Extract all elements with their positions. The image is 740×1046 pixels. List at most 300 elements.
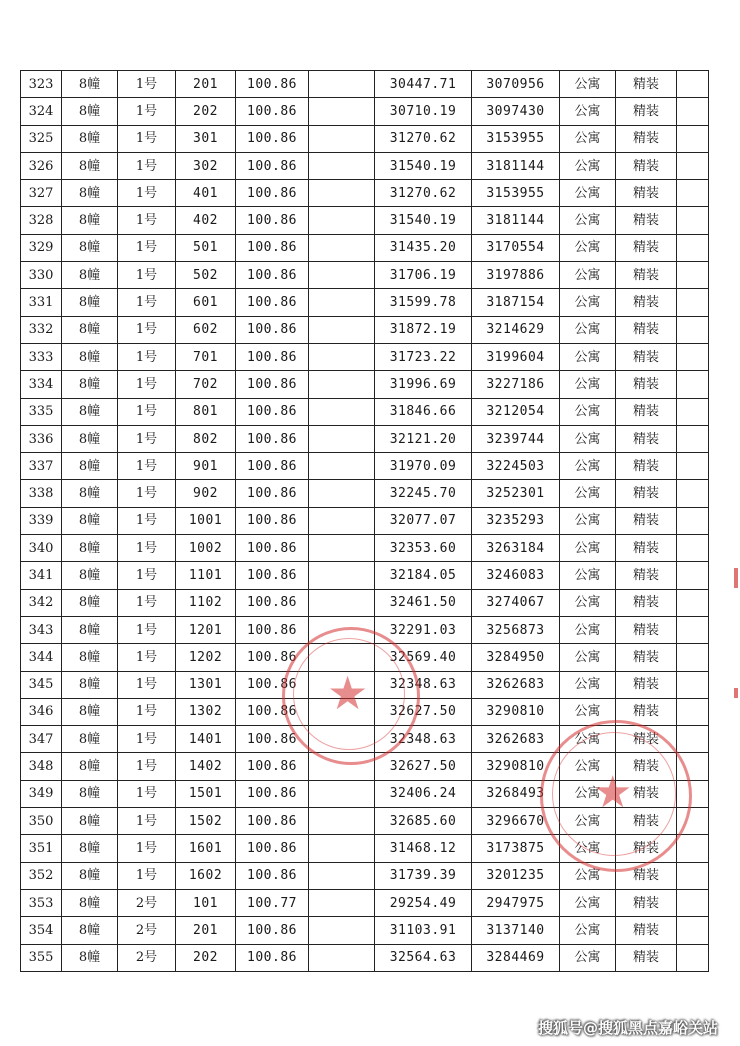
cell-extra bbox=[677, 780, 709, 807]
cell-area: 100.86 bbox=[236, 535, 309, 562]
cell-extra bbox=[677, 889, 709, 916]
cell-note bbox=[309, 835, 375, 862]
table-row bbox=[21, 180, 709, 207]
cell-usage: 公寓 bbox=[560, 234, 616, 261]
table-row bbox=[21, 316, 709, 343]
cell-room: 601 bbox=[176, 289, 236, 316]
cell-note bbox=[309, 180, 375, 207]
cell-building: 8幢 bbox=[62, 152, 118, 179]
cell-total-price: 3268493 bbox=[472, 780, 560, 807]
cell-finish: 精装 bbox=[616, 589, 677, 616]
cell-area: 100.86 bbox=[236, 944, 309, 971]
cell-unit-price: 31846.66 bbox=[375, 398, 472, 425]
cell-note bbox=[309, 808, 375, 835]
cell-room: 201 bbox=[176, 917, 236, 944]
cell-unit: 1号 bbox=[118, 480, 176, 507]
table-row bbox=[21, 262, 709, 289]
cell-unit-price: 31706.19 bbox=[375, 262, 472, 289]
page-edge-mark bbox=[734, 688, 738, 698]
cell-no: 331 bbox=[21, 289, 62, 316]
cell-unit-price: 31739.39 bbox=[375, 862, 472, 889]
cell-no: 346 bbox=[21, 698, 62, 725]
cell-note bbox=[309, 152, 375, 179]
cell-no: 328 bbox=[21, 207, 62, 234]
cell-room: 1602 bbox=[176, 862, 236, 889]
table-row bbox=[21, 152, 709, 179]
cell-extra bbox=[677, 71, 709, 98]
cell-total-price: 3214629 bbox=[472, 316, 560, 343]
cell-room: 1501 bbox=[176, 780, 236, 807]
cell-room: 301 bbox=[176, 125, 236, 152]
cell-room: 1001 bbox=[176, 507, 236, 534]
cell-usage: 公寓 bbox=[560, 152, 616, 179]
cell-finish: 精装 bbox=[616, 98, 677, 125]
cell-finish: 精装 bbox=[616, 316, 677, 343]
cell-usage: 公寓 bbox=[560, 726, 616, 753]
cell-note bbox=[309, 644, 375, 671]
cell-usage: 公寓 bbox=[560, 671, 616, 698]
cell-usage: 公寓 bbox=[560, 944, 616, 971]
cell-unit: 1号 bbox=[118, 398, 176, 425]
cell-area: 100.86 bbox=[236, 453, 309, 480]
cell-no: 335 bbox=[21, 398, 62, 425]
cell-unit-price: 31270.62 bbox=[375, 125, 472, 152]
cell-unit-price: 30447.71 bbox=[375, 71, 472, 98]
cell-usage: 公寓 bbox=[560, 780, 616, 807]
cell-note bbox=[309, 726, 375, 753]
cell-area: 100.86 bbox=[236, 398, 309, 425]
table-row bbox=[21, 644, 709, 671]
cell-total-price: 3263184 bbox=[472, 535, 560, 562]
cell-unit: 1号 bbox=[118, 71, 176, 98]
cell-room: 101 bbox=[176, 889, 236, 916]
table-row bbox=[21, 780, 709, 807]
cell-no: 348 bbox=[21, 753, 62, 780]
cell-no: 326 bbox=[21, 152, 62, 179]
cell-finish: 精装 bbox=[616, 616, 677, 643]
cell-finish: 精装 bbox=[616, 425, 677, 452]
cell-building: 8幢 bbox=[62, 262, 118, 289]
cell-area: 100.86 bbox=[236, 207, 309, 234]
cell-extra bbox=[677, 835, 709, 862]
cell-total-price: 3181144 bbox=[472, 207, 560, 234]
cell-extra bbox=[677, 316, 709, 343]
cell-unit-price: 32353.60 bbox=[375, 535, 472, 562]
cell-usage: 公寓 bbox=[560, 698, 616, 725]
cell-note bbox=[309, 98, 375, 125]
cell-extra bbox=[677, 180, 709, 207]
cell-usage: 公寓 bbox=[560, 262, 616, 289]
cell-unit: 1号 bbox=[118, 753, 176, 780]
cell-building: 8幢 bbox=[62, 726, 118, 753]
cell-unit-price: 32627.50 bbox=[375, 698, 472, 725]
cell-room: 1301 bbox=[176, 671, 236, 698]
cell-room: 302 bbox=[176, 152, 236, 179]
cell-no: 349 bbox=[21, 780, 62, 807]
cell-usage: 公寓 bbox=[560, 425, 616, 452]
cell-room: 1101 bbox=[176, 562, 236, 589]
cell-unit: 1号 bbox=[118, 616, 176, 643]
cell-note bbox=[309, 343, 375, 370]
cell-unit-price: 31468.12 bbox=[375, 835, 472, 862]
table-row bbox=[21, 71, 709, 98]
price-list-table bbox=[20, 70, 709, 972]
cell-building: 8幢 bbox=[62, 808, 118, 835]
cell-no: 325 bbox=[21, 125, 62, 152]
cell-note bbox=[309, 589, 375, 616]
cell-total-price: 3197886 bbox=[472, 262, 560, 289]
cell-unit-price: 29254.49 bbox=[375, 889, 472, 916]
cell-unit: 1号 bbox=[118, 726, 176, 753]
cell-finish: 精装 bbox=[616, 398, 677, 425]
cell-unit: 1号 bbox=[118, 644, 176, 671]
cell-extra bbox=[677, 753, 709, 780]
cell-building: 8幢 bbox=[62, 453, 118, 480]
cell-unit-price: 32121.20 bbox=[375, 425, 472, 452]
cell-building: 8幢 bbox=[62, 71, 118, 98]
cell-note bbox=[309, 698, 375, 725]
table-row bbox=[21, 616, 709, 643]
cell-area: 100.86 bbox=[236, 589, 309, 616]
cell-finish: 精装 bbox=[616, 889, 677, 916]
cell-no: 352 bbox=[21, 862, 62, 889]
cell-finish: 精装 bbox=[616, 207, 677, 234]
cell-room: 1201 bbox=[176, 616, 236, 643]
table-row bbox=[21, 480, 709, 507]
cell-note bbox=[309, 535, 375, 562]
cell-area: 100.86 bbox=[236, 671, 309, 698]
cell-unit: 1号 bbox=[118, 862, 176, 889]
cell-unit-price: 32564.63 bbox=[375, 944, 472, 971]
cell-no: 337 bbox=[21, 453, 62, 480]
cell-unit-price: 32348.63 bbox=[375, 726, 472, 753]
table-row bbox=[21, 862, 709, 889]
cell-unit-price: 32348.63 bbox=[375, 671, 472, 698]
cell-usage: 公寓 bbox=[560, 371, 616, 398]
cell-unit-price: 32461.50 bbox=[375, 589, 472, 616]
cell-area: 100.86 bbox=[236, 753, 309, 780]
cell-note bbox=[309, 371, 375, 398]
cell-area: 100.86 bbox=[236, 562, 309, 589]
cell-building: 8幢 bbox=[62, 125, 118, 152]
table-row bbox=[21, 207, 709, 234]
cell-room: 702 bbox=[176, 371, 236, 398]
cell-total-price: 3153955 bbox=[472, 180, 560, 207]
cell-area: 100.86 bbox=[236, 644, 309, 671]
cell-usage: 公寓 bbox=[560, 535, 616, 562]
cell-total-price: 2947975 bbox=[472, 889, 560, 916]
cell-extra bbox=[677, 644, 709, 671]
cell-room: 701 bbox=[176, 343, 236, 370]
cell-total-price: 3199604 bbox=[472, 343, 560, 370]
cell-building: 8幢 bbox=[62, 780, 118, 807]
table-row bbox=[21, 944, 709, 971]
cell-area: 100.86 bbox=[236, 234, 309, 261]
cell-extra bbox=[677, 808, 709, 835]
cell-unit-price: 31599.78 bbox=[375, 289, 472, 316]
table-row bbox=[21, 726, 709, 753]
table-row bbox=[21, 917, 709, 944]
cell-extra bbox=[677, 207, 709, 234]
cell-usage: 公寓 bbox=[560, 644, 616, 671]
cell-unit-price: 32569.40 bbox=[375, 644, 472, 671]
cell-total-price: 3274067 bbox=[472, 589, 560, 616]
cell-finish: 精装 bbox=[616, 480, 677, 507]
cell-room: 802 bbox=[176, 425, 236, 452]
cell-note bbox=[309, 207, 375, 234]
cell-unit-price: 31540.19 bbox=[375, 152, 472, 179]
cell-extra bbox=[677, 616, 709, 643]
cell-area: 100.86 bbox=[236, 507, 309, 534]
cell-room: 1502 bbox=[176, 808, 236, 835]
cell-usage: 公寓 bbox=[560, 207, 616, 234]
cell-total-price: 3187154 bbox=[472, 289, 560, 316]
cell-finish: 精装 bbox=[616, 125, 677, 152]
cell-area: 100.86 bbox=[236, 71, 309, 98]
cell-building: 8幢 bbox=[62, 862, 118, 889]
cell-building: 8幢 bbox=[62, 589, 118, 616]
cell-extra bbox=[677, 671, 709, 698]
cell-note bbox=[309, 944, 375, 971]
cell-usage: 公寓 bbox=[560, 480, 616, 507]
cell-building: 8幢 bbox=[62, 753, 118, 780]
cell-area: 100.86 bbox=[236, 862, 309, 889]
cell-extra bbox=[677, 425, 709, 452]
cell-usage: 公寓 bbox=[560, 289, 616, 316]
cell-no: 340 bbox=[21, 535, 62, 562]
cell-extra bbox=[677, 234, 709, 261]
cell-room: 502 bbox=[176, 262, 236, 289]
cell-note bbox=[309, 425, 375, 452]
cell-total-price: 3262683 bbox=[472, 726, 560, 753]
page-edge-mark bbox=[734, 568, 738, 588]
cell-finish: 精装 bbox=[616, 698, 677, 725]
cell-finish: 精装 bbox=[616, 535, 677, 562]
cell-finish: 精装 bbox=[616, 944, 677, 971]
cell-finish: 精装 bbox=[616, 371, 677, 398]
cell-unit: 1号 bbox=[118, 234, 176, 261]
table-row bbox=[21, 234, 709, 261]
cell-area: 100.86 bbox=[236, 917, 309, 944]
cell-room: 202 bbox=[176, 944, 236, 971]
table-row bbox=[21, 398, 709, 425]
cell-extra bbox=[677, 371, 709, 398]
cell-area: 100.86 bbox=[236, 835, 309, 862]
cell-usage: 公寓 bbox=[560, 98, 616, 125]
cell-unit-price: 31270.62 bbox=[375, 180, 472, 207]
cell-building: 8幢 bbox=[62, 644, 118, 671]
table-row bbox=[21, 835, 709, 862]
cell-note bbox=[309, 234, 375, 261]
table-row bbox=[21, 535, 709, 562]
cell-usage: 公寓 bbox=[560, 917, 616, 944]
cell-extra bbox=[677, 562, 709, 589]
cell-area: 100.86 bbox=[236, 480, 309, 507]
cell-note bbox=[309, 616, 375, 643]
cell-extra bbox=[677, 698, 709, 725]
cell-usage: 公寓 bbox=[560, 398, 616, 425]
cell-finish: 精装 bbox=[616, 835, 677, 862]
cell-finish: 精装 bbox=[616, 726, 677, 753]
cell-no: 353 bbox=[21, 889, 62, 916]
cell-usage: 公寓 bbox=[560, 453, 616, 480]
cell-room: 1401 bbox=[176, 726, 236, 753]
cell-unit-price: 31996.69 bbox=[375, 371, 472, 398]
cell-total-price: 3170554 bbox=[472, 234, 560, 261]
cell-finish: 精装 bbox=[616, 753, 677, 780]
cell-no: 350 bbox=[21, 808, 62, 835]
cell-total-price: 3239744 bbox=[472, 425, 560, 452]
cell-total-price: 3284950 bbox=[472, 644, 560, 671]
cell-finish: 精装 bbox=[616, 234, 677, 261]
cell-extra bbox=[677, 398, 709, 425]
cell-total-price: 3224503 bbox=[472, 453, 560, 480]
cell-extra bbox=[677, 289, 709, 316]
cell-building: 8幢 bbox=[62, 289, 118, 316]
cell-extra bbox=[677, 480, 709, 507]
cell-unit: 1号 bbox=[118, 98, 176, 125]
cell-no: 341 bbox=[21, 562, 62, 589]
table-row bbox=[21, 425, 709, 452]
cell-usage: 公寓 bbox=[560, 808, 616, 835]
cell-extra bbox=[677, 589, 709, 616]
cell-room: 902 bbox=[176, 480, 236, 507]
cell-building: 8幢 bbox=[62, 180, 118, 207]
cell-room: 1402 bbox=[176, 753, 236, 780]
cell-total-price: 3290810 bbox=[472, 698, 560, 725]
cell-note bbox=[309, 71, 375, 98]
cell-area: 100.86 bbox=[236, 808, 309, 835]
cell-total-price: 3290810 bbox=[472, 753, 560, 780]
cell-unit-price: 30710.19 bbox=[375, 98, 472, 125]
cell-extra bbox=[677, 262, 709, 289]
cell-room: 602 bbox=[176, 316, 236, 343]
cell-building: 8幢 bbox=[62, 371, 118, 398]
cell-usage: 公寓 bbox=[560, 562, 616, 589]
cell-note bbox=[309, 262, 375, 289]
cell-area: 100.77 bbox=[236, 889, 309, 916]
cell-unit: 1号 bbox=[118, 507, 176, 534]
table-row bbox=[21, 125, 709, 152]
cell-unit-price: 32077.07 bbox=[375, 507, 472, 534]
cell-area: 100.86 bbox=[236, 371, 309, 398]
cell-no: 344 bbox=[21, 644, 62, 671]
cell-finish: 精装 bbox=[616, 507, 677, 534]
cell-unit-price: 32291.03 bbox=[375, 616, 472, 643]
cell-building: 8幢 bbox=[62, 234, 118, 261]
cell-room: 201 bbox=[176, 71, 236, 98]
table-row bbox=[21, 371, 709, 398]
table-row bbox=[21, 698, 709, 725]
cell-unit: 1号 bbox=[118, 589, 176, 616]
cell-unit: 1号 bbox=[118, 780, 176, 807]
cell-unit: 1号 bbox=[118, 671, 176, 698]
cell-usage: 公寓 bbox=[560, 507, 616, 534]
cell-room: 1202 bbox=[176, 644, 236, 671]
cell-finish: 精装 bbox=[616, 262, 677, 289]
table-row bbox=[21, 343, 709, 370]
cell-building: 8幢 bbox=[62, 343, 118, 370]
cell-room: 1601 bbox=[176, 835, 236, 862]
cell-no: 323 bbox=[21, 71, 62, 98]
cell-room: 1302 bbox=[176, 698, 236, 725]
cell-room: 901 bbox=[176, 453, 236, 480]
table-row bbox=[21, 562, 709, 589]
cell-note bbox=[309, 562, 375, 589]
cell-extra bbox=[677, 862, 709, 889]
cell-usage: 公寓 bbox=[560, 889, 616, 916]
cell-total-price: 3262683 bbox=[472, 671, 560, 698]
table-row bbox=[21, 889, 709, 916]
cell-usage: 公寓 bbox=[560, 616, 616, 643]
cell-total-price: 3173875 bbox=[472, 835, 560, 862]
cell-note bbox=[309, 862, 375, 889]
cell-note bbox=[309, 453, 375, 480]
cell-building: 8幢 bbox=[62, 316, 118, 343]
cell-finish: 精装 bbox=[616, 644, 677, 671]
table-row bbox=[21, 289, 709, 316]
cell-unit: 2号 bbox=[118, 944, 176, 971]
cell-building: 8幢 bbox=[62, 398, 118, 425]
table-row bbox=[21, 671, 709, 698]
cell-unit: 1号 bbox=[118, 262, 176, 289]
cell-area: 100.86 bbox=[236, 425, 309, 452]
table-row bbox=[21, 808, 709, 835]
cell-area: 100.86 bbox=[236, 698, 309, 725]
cell-usage: 公寓 bbox=[560, 835, 616, 862]
cell-total-price: 3227186 bbox=[472, 371, 560, 398]
cell-usage: 公寓 bbox=[560, 71, 616, 98]
cell-building: 8幢 bbox=[62, 207, 118, 234]
cell-total-price: 3235293 bbox=[472, 507, 560, 534]
cell-building: 8幢 bbox=[62, 562, 118, 589]
cell-extra bbox=[677, 98, 709, 125]
cell-unit: 2号 bbox=[118, 917, 176, 944]
cell-usage: 公寓 bbox=[560, 753, 616, 780]
cell-no: 327 bbox=[21, 180, 62, 207]
cell-total-price: 3246083 bbox=[472, 562, 560, 589]
cell-note bbox=[309, 316, 375, 343]
cell-extra bbox=[677, 944, 709, 971]
cell-unit: 1号 bbox=[118, 535, 176, 562]
cell-note bbox=[309, 889, 375, 916]
cell-unit: 1号 bbox=[118, 453, 176, 480]
cell-no: 351 bbox=[21, 835, 62, 862]
cell-unit: 1号 bbox=[118, 152, 176, 179]
cell-unit: 1号 bbox=[118, 343, 176, 370]
cell-building: 8幢 bbox=[62, 698, 118, 725]
cell-total-price: 3284469 bbox=[472, 944, 560, 971]
source-watermark: 搜狐号@搜狐黑点嘉峪关站 bbox=[537, 1019, 718, 1037]
seal-star-icon: ★ bbox=[327, 666, 369, 720]
cell-unit: 1号 bbox=[118, 562, 176, 589]
cell-usage: 公寓 bbox=[560, 343, 616, 370]
cell-unit: 1号 bbox=[118, 316, 176, 343]
cell-total-price: 3201235 bbox=[472, 862, 560, 889]
cell-total-price: 3212054 bbox=[472, 398, 560, 425]
cell-building: 8幢 bbox=[62, 535, 118, 562]
cell-area: 100.86 bbox=[236, 98, 309, 125]
cell-building: 8幢 bbox=[62, 98, 118, 125]
cell-total-price: 3097430 bbox=[472, 98, 560, 125]
cell-finish: 精装 bbox=[616, 808, 677, 835]
cell-unit-price: 31540.19 bbox=[375, 207, 472, 234]
cell-no: 345 bbox=[21, 671, 62, 698]
table-row bbox=[21, 507, 709, 534]
cell-unit-price: 32184.05 bbox=[375, 562, 472, 589]
cell-finish: 精装 bbox=[616, 780, 677, 807]
cell-note bbox=[309, 125, 375, 152]
